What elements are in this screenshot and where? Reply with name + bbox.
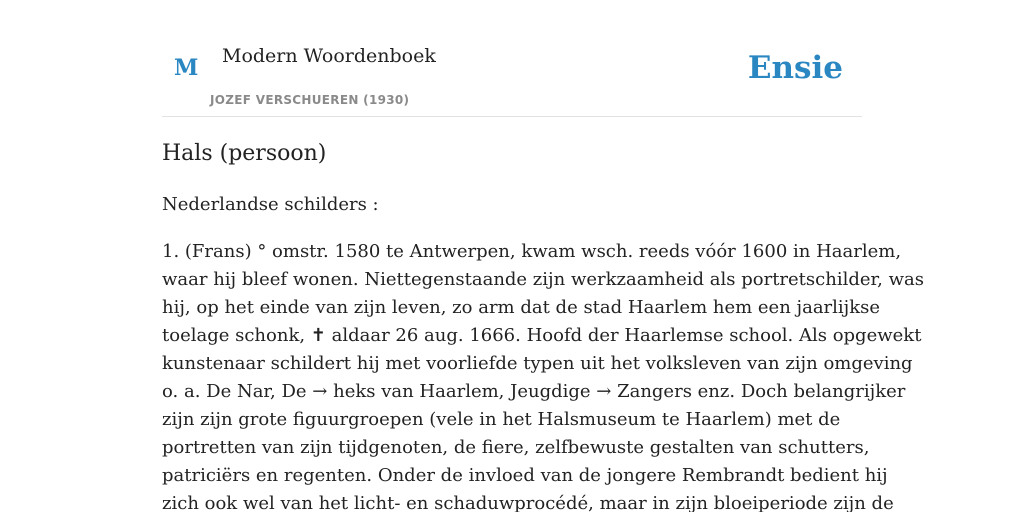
body-line: waar hij bleef wonen. Niettegenstaande zijn werkzaamheid als portretschilder, was — [162, 269, 924, 290]
article-intro: Nederlandse schilders : — [162, 194, 379, 215]
dictionary-title[interactable]: Modern Woordenboek — [222, 45, 436, 67]
body-line: o. a. De Nar, De → heks van Haarlem, Jeugdige → Zangers enz. Doch belangrijker — [162, 381, 906, 402]
dictionary-author: JOZEF VERSCHUEREN (1930) — [210, 93, 410, 107]
body-line: portretten van zijn tijdgenoten, de fiere, zelfbewuste gestalten van schutters, — [162, 437, 870, 458]
site-header — [162, 0, 862, 117]
body-line: kunstenaar schildert hij met voorliefde typen uit het volksleven van zijn omgeving — [162, 353, 913, 374]
body-line: 1. (Frans) ° omstr. 1580 te Antwerpen, kwam wsch. reeds vóór 1600 in Haarlem, — [162, 241, 902, 262]
dictionary-logo[interactable]: M — [174, 55, 199, 81]
body-line: zich ook wel van het licht- en schaduwprocédé, maar in zijn bloeiperiode zijn de — [162, 493, 894, 512]
body-line: toelage schonk, ✝ aldaar 26 aug. 1666. Hoofd der Haarlemse school. Als opgewekt — [162, 325, 922, 346]
article-body — [162, 238, 924, 512]
article — [162, 138, 924, 512]
body-line: patriciërs en regenten. Onder de invloed van de jongere Rembrandt bedient hij — [162, 465, 888, 486]
body-line: hij, op het einde van zijn leven, zo arm dat de stad Haarlem hem een jaarlijkse — [162, 297, 881, 318]
ensie-brand-logo[interactable]: Ensie — [747, 50, 843, 86]
article-title: Hals (persoon) — [162, 141, 327, 166]
body-line: zijn zijn grote figuurgroepen (vele in het Halsmuseum te Haarlem) met de — [162, 409, 841, 430]
